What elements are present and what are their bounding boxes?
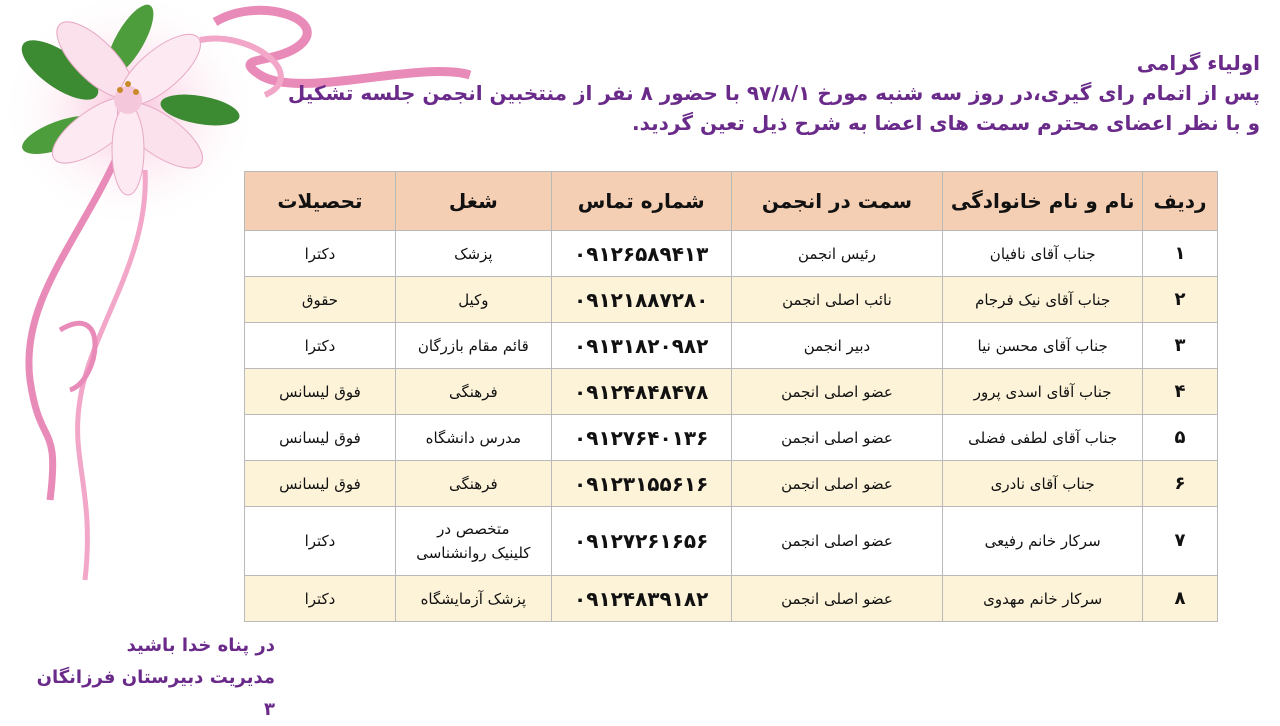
cell-role: عضو اصلی انجمن [731, 415, 943, 461]
table-row [245, 231, 1218, 277]
table-row [245, 576, 1218, 622]
closing-line: در پناه خدا باشید [126, 635, 275, 656]
cell-education: دکترا [245, 231, 396, 277]
cell-number: ۸ [1143, 576, 1218, 622]
cell-role: نائب اصلی انجمن [731, 277, 943, 323]
cell-job: مدرس دانشگاه [395, 415, 551, 461]
cell-role: عضو اصلی انجمن [731, 576, 943, 622]
intro-line-1: پس از اتمام رای گیری،در روز سه شنبه مورخ ۹۷/۸/۱ با حضور ۸ نفر از منتخبین انجمن جلسه تشکیل [287, 81, 1260, 105]
cell-name: جناب آقای نادری [943, 461, 1143, 507]
cell-name: جناب آقای محسن نیا [943, 323, 1143, 369]
cell-job [395, 507, 551, 576]
cell-job-line-1: متخصص در [437, 520, 510, 538]
cell-phone: ۰۹۱۲۴۸۳۹۱۸۲ [551, 576, 731, 622]
cell-phone: ۰۹۱۲۷۲۶۱۶۵۶ [551, 507, 731, 576]
cell-education: فوق لیسانس [245, 461, 396, 507]
members-table [244, 171, 1218, 622]
table-row [245, 461, 1218, 507]
header-role: سمت در انجمن [731, 172, 943, 231]
cell-role: دبیر انجمن [731, 323, 943, 369]
cell-phone: ۰۹۱۲۱۸۸۷۲۸۰ [551, 277, 731, 323]
cell-number: ۳ [1143, 323, 1218, 369]
header-job: شغل [395, 172, 551, 231]
table-row [245, 323, 1218, 369]
cell-role: رئیس انجمن [731, 231, 943, 277]
cell-education: فوق لیسانس [245, 415, 396, 461]
cell-role: عضو اصلی انجمن [731, 507, 943, 576]
header-row-number: ردیف [1143, 172, 1218, 231]
cell-job: پزشک [395, 231, 551, 277]
greeting: اولیاء گرامی [1136, 51, 1260, 75]
cell-name: جناب آقای لطفی فضلی [943, 415, 1143, 461]
cell-education: فوق لیسانس [245, 369, 396, 415]
cell-role: عضو اصلی انجمن [731, 461, 943, 507]
cell-job: قائم مقام بازرگان [395, 323, 551, 369]
cell-phone: ۰۹۱۲۳۱۵۵۶۱۶ [551, 461, 731, 507]
cell-name: جناب آقای نیک فرجام [943, 277, 1143, 323]
signature-block [30, 630, 275, 726]
header-full-name: نام و نام خانوادگی [943, 172, 1143, 231]
cell-number: ۷ [1143, 507, 1218, 576]
cell-job: فرهنگی [395, 369, 551, 415]
cell-job-line-2: کلینیک روانشناسی [416, 544, 531, 562]
table-row [245, 415, 1218, 461]
cell-name: سرکار خانم رفیعی [943, 507, 1143, 576]
intro-line-2: و با نظر اعضای محترم سمت های اعضا به شرح ذیل تعین گردید. [632, 111, 1260, 135]
cell-job: وکیل [395, 277, 551, 323]
table-row [245, 369, 1218, 415]
cell-number: ۵ [1143, 415, 1218, 461]
cell-education: دکترا [245, 576, 396, 622]
header-education: تحصیلات [245, 172, 396, 231]
cell-phone: ۰۹۱۲۴۸۴۸۴۷۸ [551, 369, 731, 415]
signature-line: مدیریت دبیرستان فرزانگان ۳ [36, 667, 275, 720]
cell-number: ۲ [1143, 277, 1218, 323]
cell-role: عضو اصلی انجمن [731, 369, 943, 415]
cell-name: جناب آقای اسدی پرور [943, 369, 1143, 415]
table-row [245, 507, 1218, 576]
cell-job: فرهنگی [395, 461, 551, 507]
table-header-row [245, 172, 1218, 231]
cell-education: حقوق [245, 277, 396, 323]
cell-phone: ۰۹۱۳۱۸۲۰۹۸۲ [551, 323, 731, 369]
cell-education: دکترا [245, 323, 396, 369]
header-phone: شماره تماس [551, 172, 731, 231]
intro-text [260, 48, 1260, 138]
cell-phone: ۰۹۱۲۷۶۴۰۱۳۶ [551, 415, 731, 461]
cell-number: ۴ [1143, 369, 1218, 415]
cell-name: جناب آقای نافیان [943, 231, 1143, 277]
cell-job: پزشک آزمایشگاه [395, 576, 551, 622]
cell-phone: ۰۹۱۲۶۵۸۹۴۱۳ [551, 231, 731, 277]
cell-number: ۱ [1143, 231, 1218, 277]
cell-number: ۶ [1143, 461, 1218, 507]
table-row [245, 277, 1218, 323]
cell-education: دکترا [245, 507, 396, 576]
cell-name: سرکار خانم مهدوی [943, 576, 1143, 622]
